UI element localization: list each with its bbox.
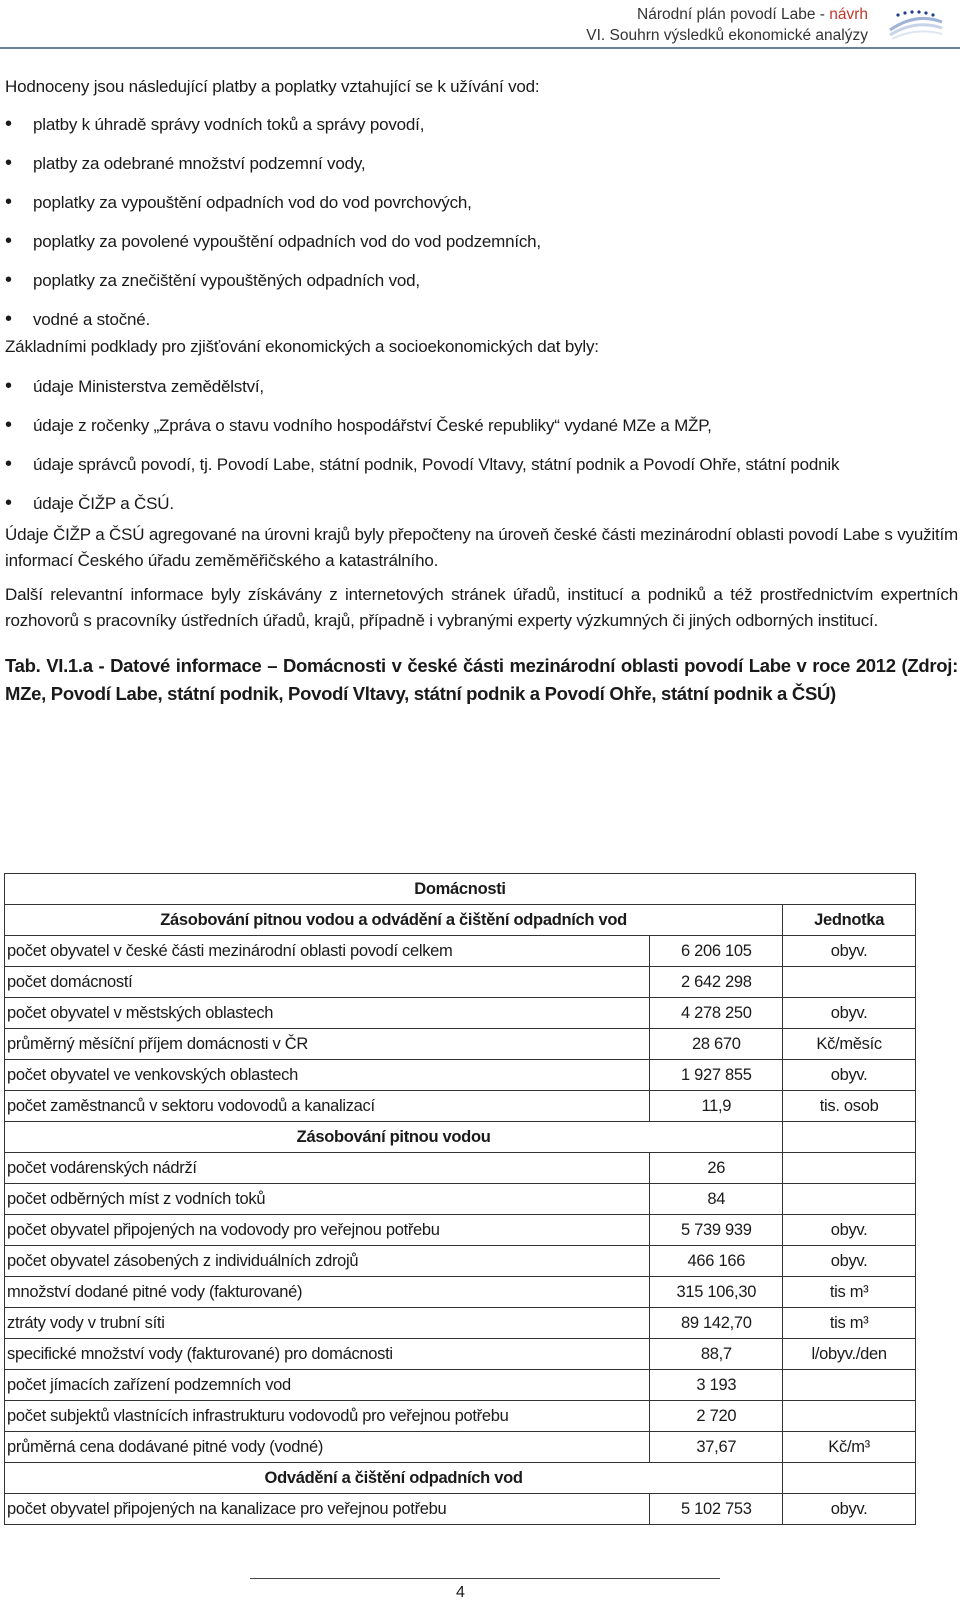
row-label: počet obyvatel připojených na kanalizace pro veřejnou potřebu <box>5 1494 650 1525</box>
row-unit <box>783 1184 916 1215</box>
table-row <box>5 1029 916 1060</box>
row-value: 5 739 939 <box>650 1215 783 1246</box>
row-unit: tis m³ <box>783 1308 916 1339</box>
section-header: Zásobování pitnou vodou <box>5 1122 783 1153</box>
row-label: množství dodané pitné vody (fakturované) <box>5 1277 650 1308</box>
section-row <box>5 1122 916 1153</box>
row-unit: obyv. <box>783 936 916 967</box>
row-unit: obyv. <box>783 1494 916 1525</box>
list-item: • vodné a stočné. <box>5 307 958 332</box>
row-value: 84 <box>650 1184 783 1215</box>
row-unit: Kč/měsíc <box>783 1029 916 1060</box>
list-item: • platby za odebrané množství podzemní vody, <box>5 151 958 176</box>
header-title: Národní plán povodí Labe - <box>637 6 830 23</box>
row-label: počet obyvatel zásobených z individuálních zdrojů <box>5 1246 650 1277</box>
row-unit <box>783 1401 916 1432</box>
row-unit: obyv. <box>783 998 916 1029</box>
households-table <box>4 873 916 1525</box>
row-value: 6 206 105 <box>650 936 783 967</box>
row-label: počet obyvatel v městských oblastech <box>5 998 650 1029</box>
table-row <box>5 1308 916 1339</box>
row-label: počet jímacích zařízení podzemních vod <box>5 1370 650 1401</box>
table-row <box>5 1277 916 1308</box>
header-draft-label: návrh <box>829 6 868 23</box>
table-row <box>5 1153 916 1184</box>
row-value: 26 <box>650 1153 783 1184</box>
header-subtitle: VI. Souhrn výsledků ekonomické analýzy <box>586 27 868 44</box>
intro-text: Hodnoceny jsou následující platby a poplatky vztahující se k užívání vod: <box>5 77 540 96</box>
row-label: počet obyvatel v české části mezinárodní oblasti povodí celkem <box>5 936 650 967</box>
table-row <box>5 1246 916 1277</box>
row-value: 2 720 <box>650 1401 783 1432</box>
row-label: počet obyvatel ve venkovských oblastech <box>5 1060 650 1091</box>
row-unit <box>783 967 916 998</box>
row-value: 466 166 <box>650 1246 783 1277</box>
row-value: 28 670 <box>650 1029 783 1060</box>
unit-header: Jednotka <box>783 905 916 936</box>
sources-list <box>5 374 958 516</box>
table-header-row <box>5 905 916 936</box>
list-item: • poplatky za znečištění vypouštěných odpadních vod, <box>5 268 958 293</box>
footer-divider <box>250 1578 720 1579</box>
row-unit: Kč/m³ <box>783 1432 916 1463</box>
sources-intro: Základními podklady pro zjišťování ekonomických a socioekonomických dat byly: <box>5 337 599 356</box>
row-label: počet subjektů vlastnících infrastrukturu vodovodů pro veřejnou potřebu <box>5 1401 650 1432</box>
list-item: • poplatky za vypouštění odpadních vod do vod povrchových, <box>5 190 958 215</box>
paragraph: Údaje ČIŽP a ČSÚ agregované na úrovni krajů byly přepočteny na úroveň české části mezinárodní oblasti povodí Labe s využitím informací Českého úřadu zeměměřičského a katastrálního. <box>5 525 958 570</box>
row-value: 4 278 250 <box>650 998 783 1029</box>
row-unit: tis m³ <box>783 1277 916 1308</box>
row-value: 5 102 753 <box>650 1494 783 1525</box>
row-label: počet obyvatel připojených na vodovody pro veřejnou potřebu <box>5 1215 650 1246</box>
table-row <box>5 936 916 967</box>
row-value: 1 927 855 <box>650 1060 783 1091</box>
table-row <box>5 1370 916 1401</box>
row-label: průměrná cena dodávané pitné vody (vodné) <box>5 1432 650 1463</box>
row-label: specifické množství vody (fakturované) pro domácnosti <box>5 1339 650 1370</box>
table-row <box>5 1060 916 1091</box>
list-item: • údaje správců povodí, tj. Povodí Labe, státní podnik, Povodí Vltavy, státní podnik a Povodí Ohře, státní podnik <box>5 452 958 477</box>
row-unit: obyv. <box>783 1215 916 1246</box>
header-divider <box>0 47 960 49</box>
list-item: • platby k úhradě správy vodních toků a správy povodí, <box>5 112 958 137</box>
list-item: • poplatky za povolené vypouštění odpadních vod do vod podzemních, <box>5 229 958 254</box>
row-unit: obyv. <box>783 1246 916 1277</box>
eu-logo-icon <box>886 8 946 42</box>
page-header <box>586 4 868 46</box>
row-label: počet vodárenských nádrží <box>5 1153 650 1184</box>
table-title-row <box>5 874 916 905</box>
table-row <box>5 1215 916 1246</box>
row-unit <box>783 1153 916 1184</box>
table-row <box>5 1091 916 1122</box>
list-item: • údaje Ministerstva zemědělství, <box>5 374 958 399</box>
table-title: Domácnosti <box>5 874 916 905</box>
payments-list <box>5 112 958 332</box>
table-row <box>5 1494 916 1525</box>
row-unit: obyv. <box>783 1060 916 1091</box>
row-value: 37,67 <box>650 1432 783 1463</box>
row-value: 2 642 298 <box>650 967 783 998</box>
table-row <box>5 1432 916 1463</box>
list-item: • údaje z ročenky „Zpráva o stavu vodního hospodářství České republiky“ vydané MZe a MŽP, <box>5 413 958 438</box>
table-row <box>5 1339 916 1370</box>
row-unit: tis. osob <box>783 1091 916 1122</box>
table-row <box>5 1401 916 1432</box>
list-item: • údaje ČIŽP a ČSÚ. <box>5 491 958 516</box>
row-label: počet odběrných míst z vodních toků <box>5 1184 650 1215</box>
table-caption: Tab. VI.1.a - Datové informace – Domácnosti v české části mezinárodní oblasti povodí Labe v roce 2012 (Zdroj: MZe, Povodí Labe, státní podnik, Povodí Vltavy, státní podnik a Povodí Ohře, státní podnik a ČSÚ) <box>5 655 958 704</box>
row-value: 89 142,70 <box>650 1308 783 1339</box>
table-row <box>5 967 916 998</box>
section-header: Odvádění a čištění odpadních vod <box>5 1463 783 1494</box>
document-body <box>5 76 958 708</box>
table-row <box>5 1184 916 1215</box>
paragraph: Další relevantní informace byly získávány z internetových stránek úřadů, institucí a podniků a též prostřednictvím expertních rozhovorů s pracovníky ústředních úřadů, krajů, případně i vybranými experty výzkumných či jiných odborných institucí. <box>5 585 958 630</box>
row-unit: l/obyv./den <box>783 1339 916 1370</box>
row-unit <box>783 1370 916 1401</box>
row-label: ztráty vody v trubní síti <box>5 1308 650 1339</box>
row-value: 315 106,30 <box>650 1277 783 1308</box>
row-label: počet domácností <box>5 967 650 998</box>
row-value: 88,7 <box>650 1339 783 1370</box>
section-row <box>5 1463 916 1494</box>
section-header: Zásobování pitnou vodou a odvádění a čištění odpadních vod <box>5 905 783 936</box>
table-row <box>5 998 916 1029</box>
page-number: 4 <box>456 1584 465 1601</box>
row-value: 11,9 <box>650 1091 783 1122</box>
header-line-1 <box>586 4 868 25</box>
row-label: průměrný měsíční příjem domácnosti v ČR <box>5 1029 650 1060</box>
row-label: počet zaměstnanců v sektoru vodovodů a kanalizací <box>5 1091 650 1122</box>
row-value: 3 193 <box>650 1370 783 1401</box>
